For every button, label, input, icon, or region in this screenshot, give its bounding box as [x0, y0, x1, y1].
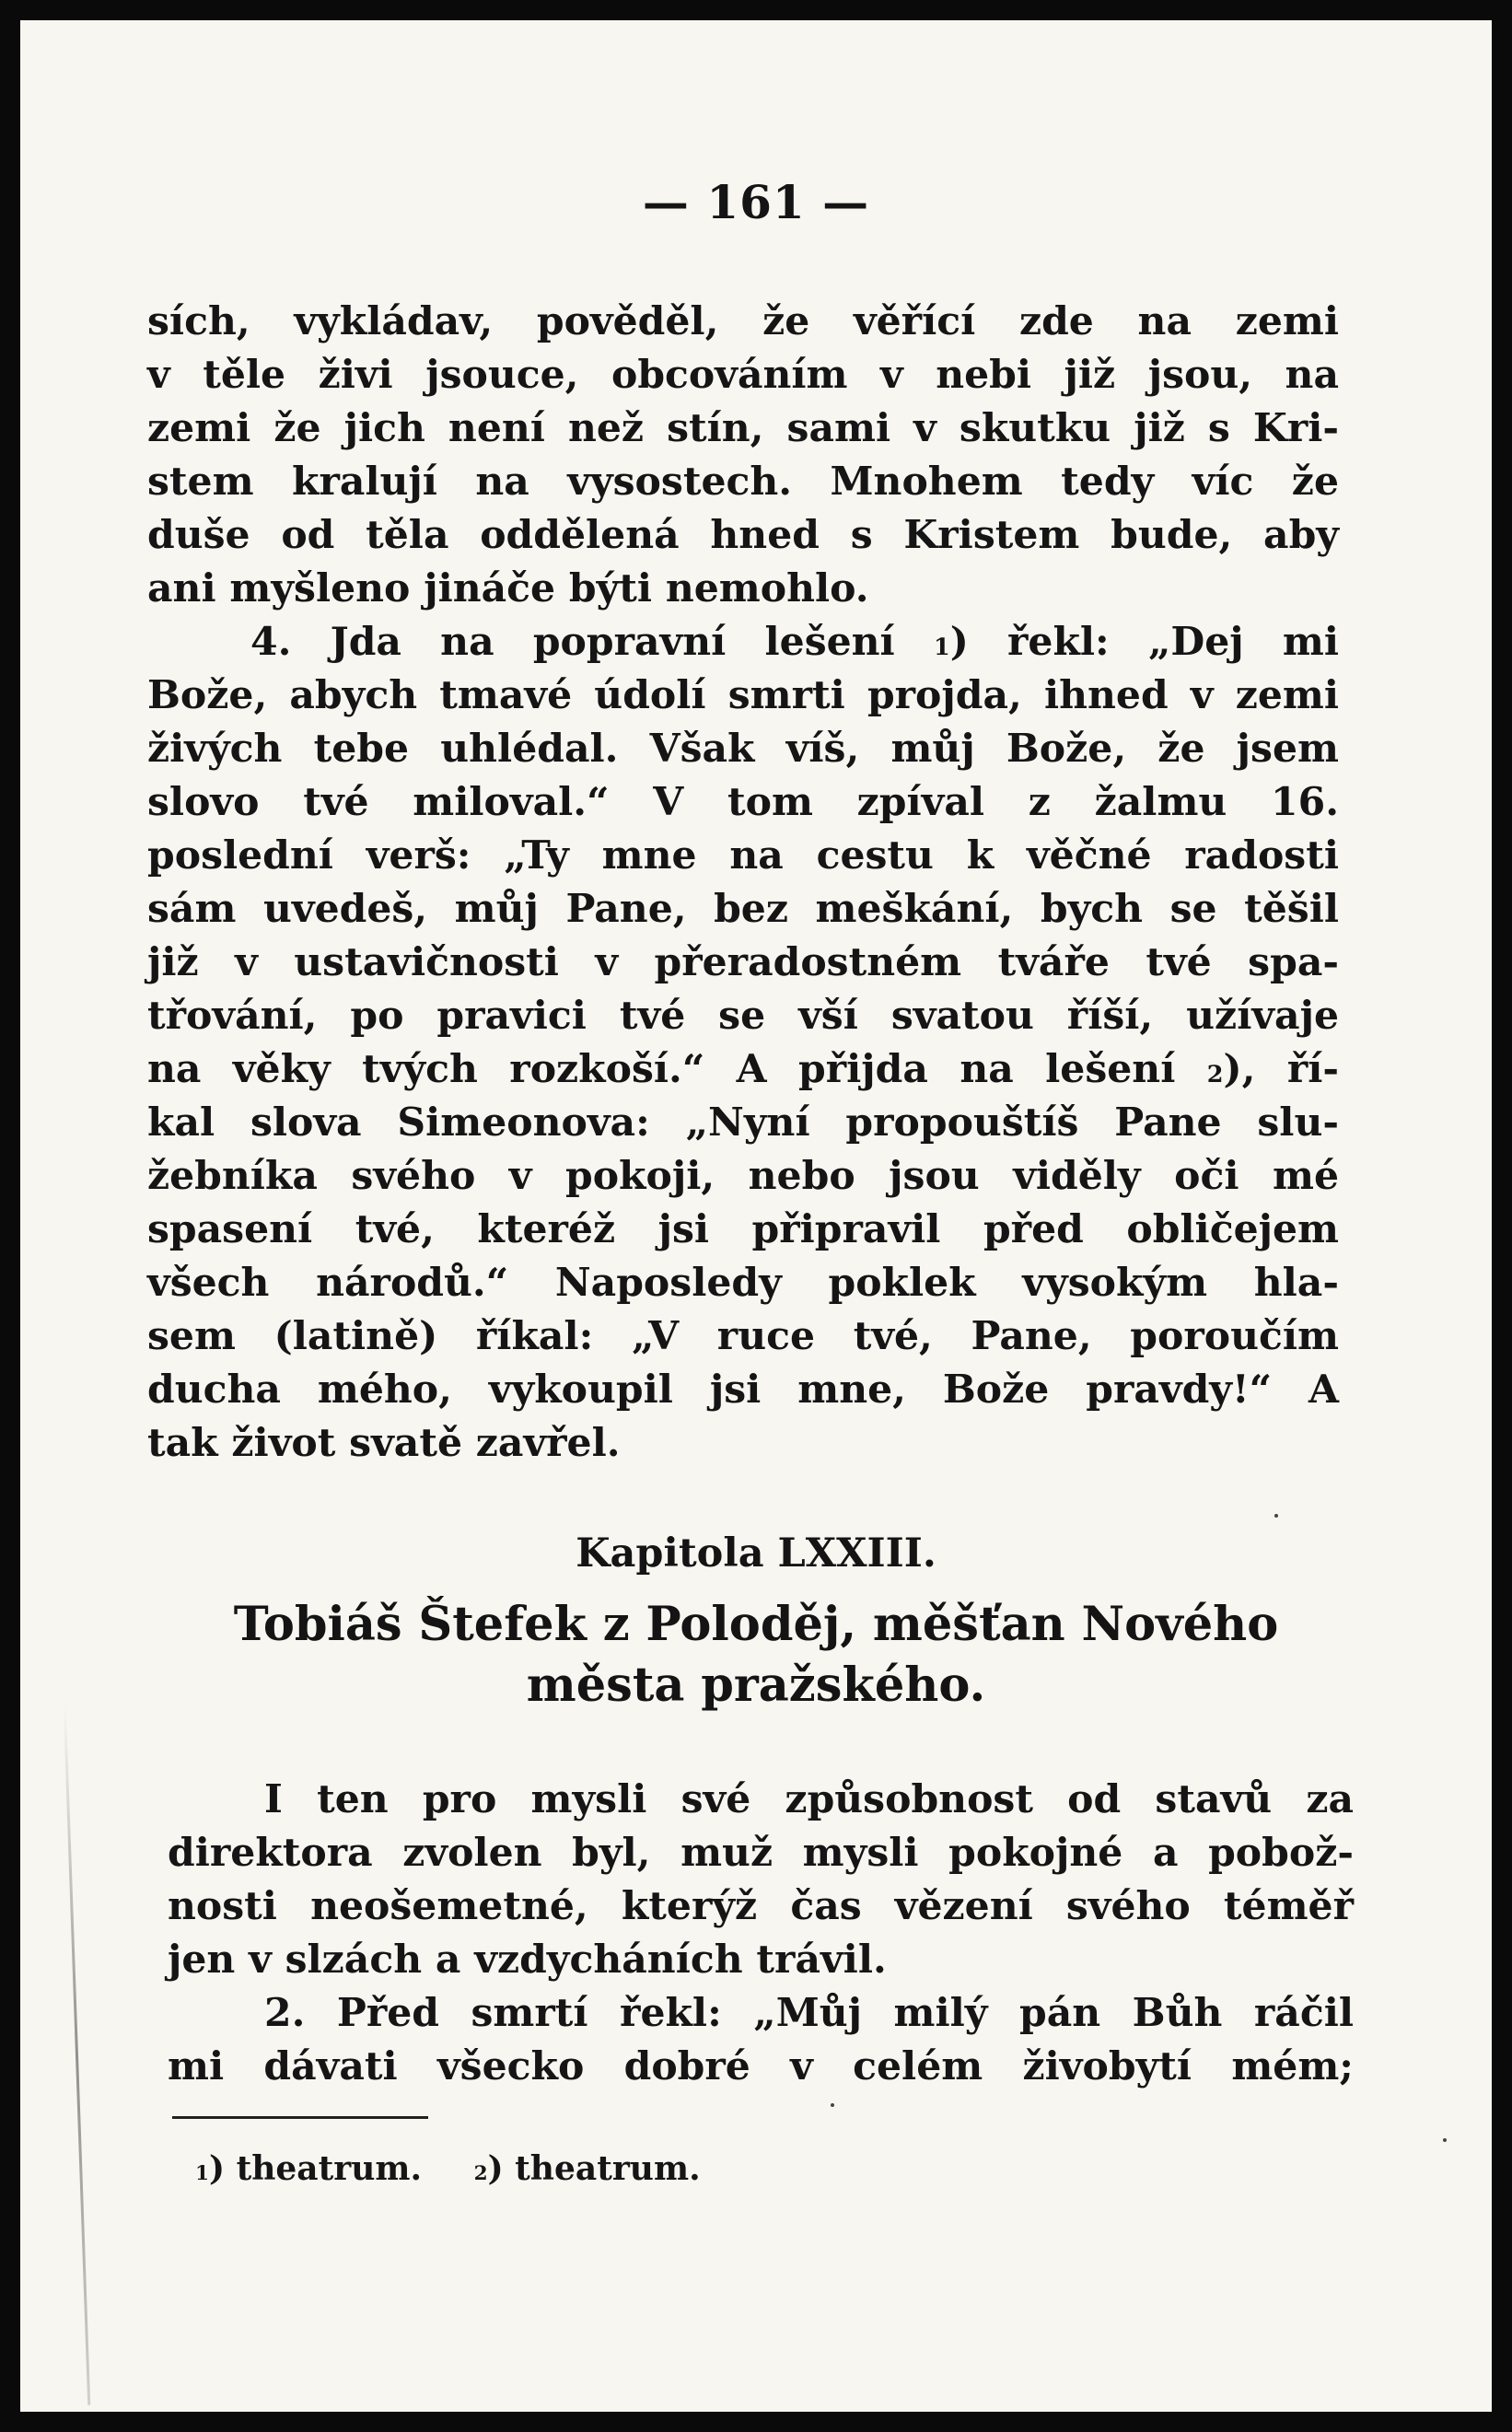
scan-speck [1443, 2138, 1447, 2142]
scan-artifact-line [64, 1705, 91, 2405]
footnotes [195, 2149, 741, 2188]
text-line: sem (latině) říkal: „V ruce tvé, Pane, poroučím [147, 1313, 1339, 1359]
text-line: kal slova Simeonova: „Nyní propouštíš Pane slu- [147, 1100, 1339, 1146]
chapter-label: Kapitola LXXIII. [576, 1530, 936, 1577]
text-line: Bože, abych tmavé údolí smrti projda, ihned v zemi [147, 672, 1339, 718]
text-line: duše od těla oddělená hned s Kristem bude, aby [147, 512, 1339, 558]
text-line: slovo tvé miloval.“ V tom zpíval z žalmu 16. [147, 779, 1339, 825]
page-number: — 161 — [642, 175, 870, 229]
text-line: zemi že jich není než stín, sami v skutku již s Kri- [147, 405, 1339, 451]
chapter-title-line-1: Tobiáš Štefek z Poloděj, měšťan Nového [233, 1597, 1279, 1652]
footnote-1 [195, 2149, 422, 2188]
text-line: v těle živi jsouce, obcováním v nebi již jsou, na [147, 352, 1339, 398]
text-line: tak život svatě zavřel. [147, 1420, 621, 1466]
text-fragment: na věky tvých rozkoší.“ A přijda na lešení [147, 1046, 1176, 1092]
text-line: žebníka svého v pokoji, nebo jsou viděly oči mé [147, 1153, 1339, 1199]
text-line [147, 1044, 1339, 1098]
text-fragment: ) řekl: „Dej mi [949, 619, 1340, 665]
footnote-ref[interactable]: 1 [933, 634, 950, 661]
text-line: nosti neošemetné, kterýž čas vězení svého téměř [168, 1883, 1354, 1929]
text-line: 2. Před smrtí řekl: „Můj milý pán Bůh ráčil [264, 1990, 1354, 2036]
text-line: jen v slzách a vzdycháních trávil. [168, 1937, 887, 1983]
text-line: ducha mého, vykoupil jsi mne, Bože pravdy!“ A [147, 1367, 1339, 1413]
text-line: poslední verš: „Ty mne na cestu k věčné radosti [147, 832, 1339, 879]
text-fragment: 4. Jda na popravní lešení [250, 619, 895, 665]
footnote-marker: 2 [473, 2162, 488, 2185]
text-line: sích, vykládav, pověděl, že věřící zde na zemi [147, 298, 1339, 344]
text-line: spasení tvé, kteréž jsi připravil před obličejem [147, 1206, 1339, 1252]
footnote-divider [172, 2116, 428, 2119]
footnote-text: ) theatrum. [487, 2149, 701, 2188]
text-line [250, 617, 1339, 670]
footnote-text: ) theatrum. [209, 2149, 423, 2188]
text-line: stem kralují na vysostech. Mnohem tedy víc že [147, 459, 1339, 505]
text-line: sám uvedeš, můj Pane, bez meškání, bych se těšil [147, 886, 1339, 932]
text-line: direktora zvolen byl, muž mysli pokojné a pobož- [168, 1830, 1354, 1876]
text-line: mi dávati všecko dobré v celém živobytí mém; [168, 2043, 1354, 2089]
footnote-ref[interactable]: 2 [1206, 1061, 1224, 1088]
text-line: živých tebe uhlédal. Však víš, můj Bože, že jsem [147, 726, 1339, 772]
scan-speck [1274, 1514, 1278, 1518]
text-fragment: ), ří- [1223, 1046, 1339, 1092]
scan-speck [831, 2103, 834, 2107]
footnote-marker: 1 [195, 2162, 210, 2185]
text-line: ani myšleno jináče býti nemohlo. [147, 565, 869, 611]
chapter-title-line-2: města pražského. [526, 1658, 986, 1713]
text-line: všech národů.“ Naposledy poklek vysokým hla- [147, 1260, 1339, 1306]
book-page [20, 20, 1492, 2412]
text-line: již v ustavičnosti v přeradostném tváře tvé spa- [147, 939, 1339, 985]
text-line: I ten pro mysli své způsobnost od stavů za [264, 1776, 1354, 1822]
text-line: třování, po pravici tvé se vší svatou říší, užívaje [147, 993, 1339, 1039]
footnote-2 [474, 2149, 701, 2188]
